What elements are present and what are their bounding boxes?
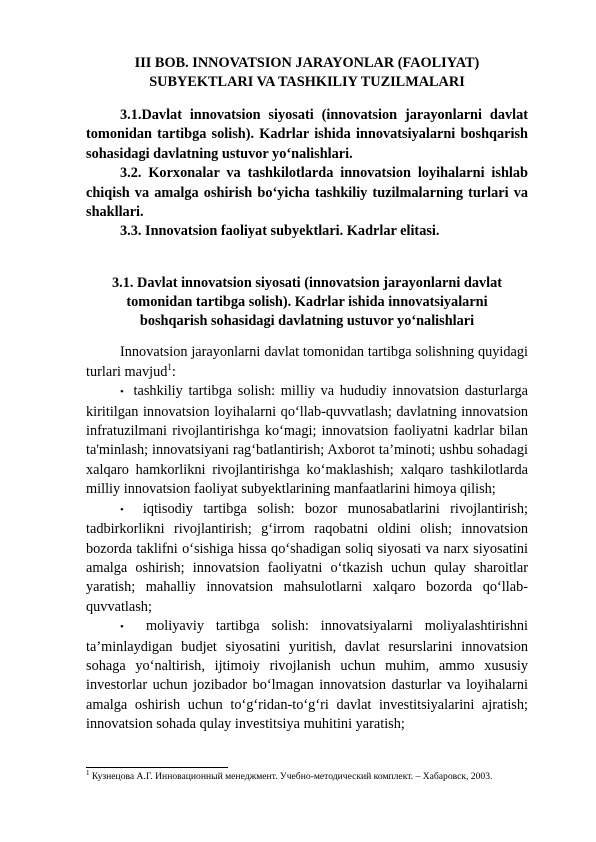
footnote-text: Кузнецова А.Г. Инновационный менеджмент. Учебно-методический комплект. – Хабаровск, 2003. xyxy=(89,771,493,782)
toc-item-3-3: 3.3. Innovatsion faoliyat subyektlari. Kadrlar elitasi. xyxy=(120,223,440,240)
toc-item-3-1: 3.1.Davlat innovatsion siyosati (innovatsion jarayonlarni davlat tomonidan tartibga solish). Kadrlar ishida innovatsiyalarni boshqarish sohasidagi davlatning ustuvor yo‘nalishlari. xyxy=(86,107,528,162)
chapter-title xyxy=(86,54,528,92)
section-heading xyxy=(86,274,528,332)
intro-suffix: : xyxy=(171,363,176,380)
document-page xyxy=(86,54,528,735)
bullet-economic-regulation: • iqtisodiy tartibga solish: bozor munosabatlarini rivojlantirish; tadbirkorlikni rivojlantirish; g‘irrom raqobatni oldini olish; innovatsion bozorda taklifni o‘sishiga hissa qo‘shadigan soliq siyosati va narx siyosatini amalga oshirish; innovatsion faoliyatni o‘tkazish uchun qulay sharoitlar yaratish; mahalliy innovatsion mahsulotlarni xalqaro bozorda qo‘llab-quvvatlash; xyxy=(86,500,528,617)
section-body xyxy=(86,343,528,734)
toc-item-3-2: 3.2. Korxonalar va tashkilotlarda innovatsion loyihalarni ishlab chiqish va amalga oshirish bo‘yicha tashkiliy tuzilmalarning turlari va shakllari. xyxy=(86,165,528,221)
intro-paragraph xyxy=(86,343,528,382)
chapter-title-line-1: III BOB. INNOVATSION JARAYONLAR (FAOLIYAT) xyxy=(134,55,480,71)
bullet-organizational-regulation: • tashkiliy tartibga solish: milliy va hududiy innovatsion dasturlarga kiritilgan innovatsion loyihalarni qo‘llab-quvvatlash; davlatning innovatsion infratuzilmani rivojlantirishga ko‘magi; innovatsion faoliyatni kadrlar bilan ta'minlash; innovatsiyani rag‘batlantirish; Axborot ta’minoti; ushbu sohadagi xalqaro hamkorlikni rivojlantirishga ko‘maklashish; xalqaro tashkilotlarda milliy innovatsion faoliyat subyektlarining manfaatlarini himoya qilish; xyxy=(86,382,528,499)
intro-text: Innovatsion jarayonlarni davlat tomonidan tartibga solishning quyidagi turlari mavjud xyxy=(86,344,528,380)
footnote-marker: 1 xyxy=(86,768,90,777)
chapter-contents xyxy=(86,106,528,242)
footnote-separator xyxy=(86,767,228,768)
footnote-reference: 1 xyxy=(167,362,172,373)
bullet-financial-regulation: • moliyaviy tartibga solish: innovatsiyalarni moliyalashtirishni ta’minlaydigan budjet siyosatini yuritish, davlat resurslarini innovatsion sohaga yo‘naltirish, ijtimoiy rivojlanish uchun muhim, ammo xususiy investorlar uchun jozibador bo‘lmagan innovatsion dasturlar va loyihalarni amalga oshirish uchun to‘g‘ridan-to‘g‘ri davlat investitsiyalarini ajratish; innovatsion sohada qulay investitsiya muhitini yaratish; xyxy=(86,617,528,734)
chapter-title-line-2: SUBYEKTLARI VA TASHKILIY TUZILMALARI xyxy=(149,74,465,90)
footnote xyxy=(86,768,546,783)
section-heading-line-3: boshqarish sohasidagi davlatning ustuvor yo‘nalishlari xyxy=(139,313,475,330)
section-heading-line-1: 3.1. Davlat innovatsion siyosati (innovatsion jarayonlarni davlat xyxy=(111,274,503,291)
section-heading-line-2: tomonidan tartibga solish). Kadrlar ishida innovatsiyalarni xyxy=(126,294,488,311)
